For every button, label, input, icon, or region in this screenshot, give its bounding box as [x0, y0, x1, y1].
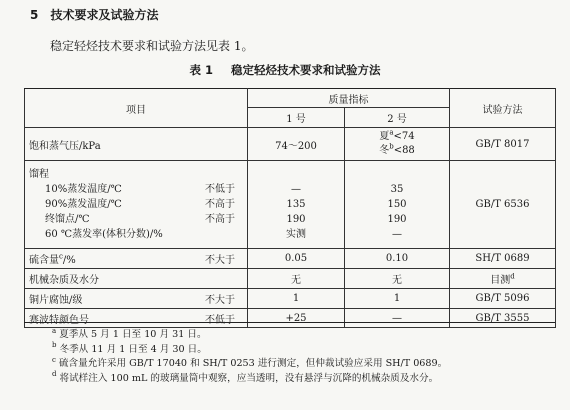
distill-heading: 馏程 [29, 169, 49, 180]
corrosion-limit: 不大于 [205, 295, 235, 306]
row-distill-label [25, 161, 248, 249]
distill-item [29, 197, 243, 212]
distill-item [29, 212, 243, 227]
sulfur-footnote-mark: c [59, 252, 63, 261]
winter-prefix: 冬 [379, 145, 390, 156]
header-grade2: 2 号 [345, 108, 450, 128]
row-vapor-g1: 74～200 [248, 128, 345, 161]
row-color-method: GB/T 3555 [450, 309, 556, 328]
distill-item-label: 90%蒸发温度/℃ [45, 199, 122, 210]
intro-text: 稳定轻烃技术要求和试验方法见表 1。 [50, 39, 254, 53]
section-heading [30, 6, 159, 23]
summer-prefix: 夏 [379, 131, 390, 142]
row-distill-g1 [248, 161, 345, 249]
distill-g2-value: 35 [390, 184, 404, 195]
row-sulfur-method: SH/T 0689 [450, 249, 556, 269]
distill-item-limit [235, 227, 243, 242]
section-number: 5 [30, 8, 39, 22]
header-item: 项目 [25, 89, 248, 128]
row-sulfur-g2: 0.10 [345, 249, 450, 269]
footnotes [24, 322, 555, 386]
footnote [52, 372, 555, 387]
row-color-g2: — [345, 309, 450, 328]
table-number: 表 1 [189, 63, 213, 77]
distill-item-limit: 不高于 [205, 214, 235, 225]
table-row [25, 161, 556, 249]
distill-g1-value: 135 [286, 199, 306, 210]
header-quality: 质量指标 [248, 89, 450, 108]
spec-table [24, 88, 556, 328]
distill-g2-value: — [392, 229, 402, 240]
distill-item-label: 10%蒸发温度/℃ [45, 184, 122, 195]
footnote-mark: b [52, 341, 57, 350]
footnote-text: 冬季从 11 月 1 日至 4 月 30 日。 [59, 343, 207, 355]
footnote-mark: c [52, 355, 56, 364]
footnote-mark: d [52, 370, 57, 379]
distill-g2-value: 190 [387, 214, 407, 225]
distill-g1-value: — [291, 184, 301, 195]
footnote-text: 将试样注入 100 mL 的玻璃量筒中观察，应当透明，没有悬浮与沉降的机械杂质及水分。 [59, 372, 439, 384]
distill-g1-value: 实测 [286, 229, 306, 240]
table-title-text: 稳定轻烃技术要求和试验方法 [231, 63, 381, 77]
footnote [52, 328, 555, 343]
corrosion-label-text: 铜片腐蚀/级 [29, 295, 83, 306]
distill-item-label: 60 ℃蒸发率(体积分数)/% [45, 229, 163, 240]
summer-value: <74 [393, 131, 415, 142]
footnote-text: 硫含量允许采用 GB/T 17040 和 SH/T 0253 进行测定，但仲裁试验应采用 SH/T 0689。 [58, 358, 448, 369]
row-distill-method: GB/T 6536 [450, 161, 556, 249]
impurity-footnote-mark: d [510, 272, 515, 281]
footnote [52, 343, 555, 358]
section-title: 技术要求及试验方法 [50, 8, 159, 22]
table-row [25, 249, 556, 269]
row-impurity-label: 机械杂质及水分 [25, 269, 248, 289]
color-label-text: 赛波特颜色号 [29, 314, 89, 326]
table-row [25, 269, 556, 289]
row-corrosion-method: GB/T 5096 [450, 289, 556, 309]
summer-footnote-mark: a [389, 128, 394, 137]
winter-footnote-mark: b [389, 142, 394, 151]
row-sulfur-label [25, 249, 248, 269]
row-vapor-label: 饱和蒸气压/kPa [25, 128, 248, 161]
header-grade1: 1 号 [248, 108, 345, 128]
row-distill-g2 [345, 161, 450, 249]
distill-g2-value: 150 [387, 199, 407, 210]
impurity-method-text: 目测 [490, 275, 511, 286]
row-sulfur-g1: 0.05 [248, 249, 345, 269]
row-color-g1: +25 [248, 309, 345, 328]
sulfur-label-text: 硫含量 [29, 255, 59, 266]
table-title [0, 62, 570, 78]
distill-item-limit: 不高于 [205, 199, 235, 210]
distill-item [29, 227, 243, 242]
sulfur-unit: /% [62, 255, 76, 266]
row-impurity-method [450, 269, 556, 289]
distill-item-limit: 不低于 [205, 184, 235, 195]
table-row [25, 128, 556, 161]
row-corrosion-label [25, 289, 248, 309]
distill-g1-value: 190 [286, 214, 306, 225]
row-vapor-g2 [345, 128, 450, 161]
footnote-mark: a [52, 326, 57, 335]
row-corrosion-g1: 1 [248, 289, 345, 309]
row-impurity-g2: 无 [345, 269, 450, 289]
header-method: 试验方法 [450, 89, 556, 128]
table-row [25, 289, 556, 309]
winter-value: <88 [393, 145, 415, 156]
distill-item [29, 182, 243, 197]
row-vapor-method: GB/T 8017 [450, 128, 556, 161]
distill-item-label: 终馏点/℃ [45, 214, 90, 225]
footnote-text: 夏季从 5 月 1 日至 10 月 31 日。 [59, 329, 207, 340]
row-impurity-g1: 无 [248, 269, 345, 289]
sulfur-limit: 不大于 [205, 255, 235, 266]
footnote [52, 357, 555, 372]
row-corrosion-g2: 1 [345, 289, 450, 309]
color-limit: 不低于 [205, 314, 235, 326]
